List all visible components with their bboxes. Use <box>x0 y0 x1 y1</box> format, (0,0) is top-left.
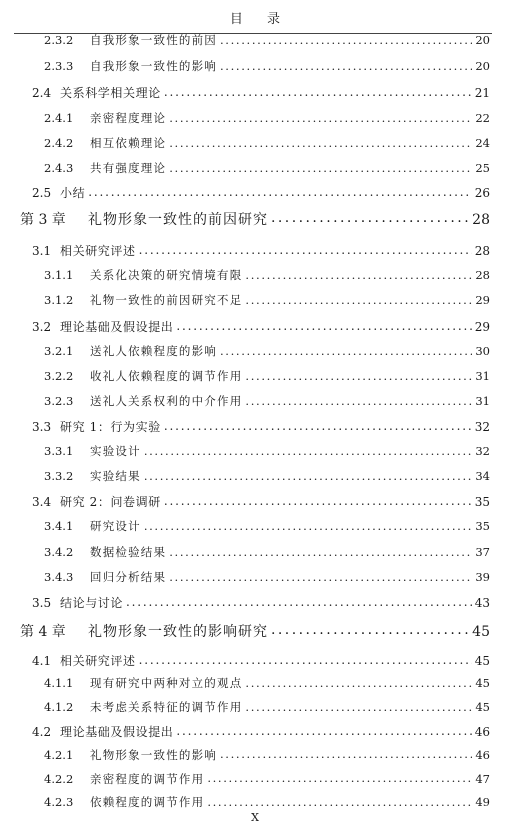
dot-leader <box>144 469 473 481</box>
toc-entry-page: 31 <box>475 369 490 383</box>
toc-entry-number: 3.4.2 <box>44 545 74 559</box>
toc-entry-page: 25 <box>475 161 490 175</box>
toc-entry-number: 4.1.1 <box>44 676 74 691</box>
toc-entry[interactable] <box>44 292 490 308</box>
toc-entry-title: 关系科学相关理论 <box>60 86 161 100</box>
dot-leader <box>207 795 472 807</box>
toc-entry-page: 26 <box>474 186 490 200</box>
toc-entry-title: 现有研究中两种对立的观点 <box>90 676 243 691</box>
toc-entry-title: 理论基础及假设提出 <box>60 725 174 739</box>
toc-entry-title: 研究设计 <box>90 519 141 533</box>
toc-entry-number: 3.4.3 <box>44 570 74 584</box>
toc-entry[interactable] <box>44 393 490 409</box>
toc-entry-page: 37 <box>475 545 490 559</box>
dot-leader <box>245 369 472 381</box>
toc-entry[interactable] <box>44 794 490 810</box>
toc-entry-page: 24 <box>475 136 490 150</box>
toc-entry-title: 自我形象一致性的影响 <box>90 59 217 73</box>
toc-entry-page: 28 <box>475 268 490 282</box>
toc-entry-page: 31 <box>475 394 490 408</box>
toc-entry-title: 实验设计 <box>90 444 141 458</box>
toc-entry-page: 20 <box>475 33 490 47</box>
page-number: X <box>251 811 259 824</box>
toc-entry[interactable] <box>44 58 490 74</box>
toc-entry-number: 2.4 <box>32 86 52 100</box>
toc-entry[interactable] <box>44 368 490 384</box>
toc-entry-page: 35 <box>475 519 490 533</box>
toc-entry-number: 2.4.3 <box>44 161 74 175</box>
toc-entry-page: 45 <box>475 700 490 715</box>
toc-entry-title: 理论基础及假设提出 <box>60 320 174 334</box>
toc-entry-page: 46 <box>474 725 490 739</box>
toc-entry-number: 2.3.3 <box>44 59 74 73</box>
toc-entry[interactable] <box>44 443 490 459</box>
toc-entry-number: 4.2 <box>32 725 52 739</box>
toc-entry-number: 3.3.2 <box>44 469 74 483</box>
toc-entry-title: 实验结果 <box>90 469 141 483</box>
toc-entry-number: 第 3 章 <box>20 212 66 228</box>
toc-entry-number: 3.4 <box>32 495 52 509</box>
toc-entry-title: 小结 <box>60 186 86 200</box>
toc-entry[interactable] <box>44 267 490 283</box>
toc-entry[interactable] <box>32 242 490 259</box>
toc-entry-title: 研究 2：问卷调研 <box>60 495 161 509</box>
dot-leader <box>176 319 471 331</box>
toc-entry[interactable] <box>44 544 490 560</box>
toc-entry-number: 3.2.1 <box>44 344 74 358</box>
dot-leader <box>271 210 469 224</box>
toc-entry-page: 21 <box>474 86 490 100</box>
toc-entry-title: 礼物形象一致性的前因研究 <box>88 212 268 228</box>
toc-entry-page: 45 <box>475 676 490 691</box>
toc-entry[interactable] <box>32 318 490 335</box>
dot-leader <box>245 268 472 280</box>
toc-entry-title: 回归分析结果 <box>90 570 167 584</box>
toc-entry[interactable] <box>44 569 490 585</box>
toc-entry-number: 3.2 <box>32 320 52 334</box>
toc-entry-title: 自我形象一致性的前因 <box>90 33 217 47</box>
toc-entry-number: 3.1 <box>32 244 52 258</box>
toc-entry[interactable] <box>44 343 490 359</box>
toc-entry-title: 礼物形象一致性的影响研究 <box>88 623 268 640</box>
toc-entry[interactable] <box>44 699 490 715</box>
toc-entry-number: 3.2.3 <box>44 394 74 408</box>
toc-entry-page: 45 <box>472 623 490 640</box>
toc-entry-title: 数据检验结果 <box>90 545 167 559</box>
toc-entry[interactable] <box>32 184 490 201</box>
toc-entry-page: 29 <box>475 293 490 307</box>
toc-entry-title: 亲密程度理论 <box>90 111 167 125</box>
toc-entry-number: 2.4.2 <box>44 136 74 150</box>
toc-entry-number: 4.1 <box>32 653 52 668</box>
toc-entry-number: 2.4.1 <box>44 111 74 125</box>
toc-entry[interactable] <box>44 110 490 126</box>
toc-entry-page: 35 <box>474 495 490 509</box>
toc-entry-title: 共有强度理论 <box>90 161 167 175</box>
toc-entry-page: 32 <box>474 420 490 434</box>
toc-entry-number: 4.1.2 <box>44 700 74 715</box>
toc-entry[interactable] <box>32 418 490 435</box>
toc-entry-title: 依赖程度的调节作用 <box>90 795 205 810</box>
dot-leader <box>220 344 472 356</box>
dot-leader <box>164 494 472 506</box>
toc-entry-page: 20 <box>475 59 490 73</box>
dot-leader <box>164 85 472 97</box>
toc-entry-number: 3.4.1 <box>44 519 74 533</box>
toc-entry-page: 29 <box>474 320 490 334</box>
toc-entry-title: 收礼人依赖程度的调节作用 <box>90 369 243 383</box>
dot-leader <box>207 771 472 783</box>
toc-entry[interactable] <box>44 32 490 48</box>
toc-entry-number: 3.3 <box>32 420 52 434</box>
toc-entry-number: 4.2.3 <box>44 795 74 810</box>
toc-entry-title: 相关研究评述 <box>60 653 136 668</box>
toc-entry[interactable] <box>44 518 490 534</box>
dot-leader <box>271 622 469 636</box>
toc-entry-page: 22 <box>475 111 490 125</box>
toc-entry-title: 相关研究评述 <box>60 244 136 258</box>
dot-leader <box>139 243 472 255</box>
toc-entry-title: 未考虑关系特征的调节作用 <box>90 700 243 715</box>
dot-leader <box>245 293 472 305</box>
dot-leader <box>169 136 472 148</box>
page-title: 目 录 <box>229 12 291 27</box>
toc-entry[interactable] <box>32 594 490 611</box>
toc-entry[interactable] <box>44 160 490 176</box>
dot-leader <box>245 394 472 406</box>
toc-entry-number: 2.5 <box>32 186 52 200</box>
toc-entry-title: 相互依赖理论 <box>90 136 167 150</box>
toc-entry-title: 关系化决策的研究情境有限 <box>90 268 243 282</box>
toc-entry[interactable] <box>32 723 490 740</box>
toc-entry-page: 46 <box>475 747 490 762</box>
toc-entry[interactable] <box>32 84 490 101</box>
toc-entry-page: 47 <box>475 771 490 786</box>
toc-entry-number: 3.1.1 <box>44 268 74 282</box>
dot-leader <box>144 519 473 531</box>
toc-entry-page: 43 <box>474 596 490 610</box>
toc-entry-number: 3.3.1 <box>44 444 74 458</box>
dot-leader <box>169 545 472 557</box>
toc-entry-page: 34 <box>475 469 490 483</box>
toc-entry[interactable] <box>44 135 490 151</box>
toc-entry-page: 28 <box>472 212 490 228</box>
toc-entry-page: 28 <box>474 244 490 258</box>
toc-entry[interactable] <box>44 468 490 484</box>
toc-entry[interactable] <box>44 747 490 763</box>
dot-leader <box>88 185 472 197</box>
toc-entry[interactable] <box>20 621 490 641</box>
toc-entry-title: 结论与讨论 <box>60 596 124 610</box>
toc-entry-title: 送礼人依赖程度的影响 <box>90 344 217 358</box>
dot-leader <box>220 33 472 45</box>
dot-leader <box>245 700 472 712</box>
toc-entry[interactable] <box>32 652 490 669</box>
toc-entry-page: 39 <box>475 570 490 584</box>
toc-entry-page: 49 <box>475 795 490 810</box>
toc-entry-number: 3.1.2 <box>44 293 74 307</box>
toc-entry-number: 第 4 章 <box>20 623 66 640</box>
toc-entry-title: 研究 1：行为实验 <box>60 420 161 434</box>
toc-entry-number: 4.2.1 <box>44 747 74 762</box>
dot-leader <box>169 161 472 173</box>
dot-leader <box>220 59 472 71</box>
toc-entry[interactable] <box>20 209 490 229</box>
dot-leader <box>245 676 472 688</box>
dot-leader <box>164 419 472 431</box>
dot-leader <box>139 653 472 665</box>
toc-entry[interactable] <box>44 675 490 691</box>
dot-leader <box>126 595 472 607</box>
toc-entry-number: 2.3.2 <box>44 33 74 47</box>
toc-entry[interactable] <box>44 771 490 787</box>
dot-leader <box>144 444 473 456</box>
toc-entry-number: 3.5 <box>32 596 52 610</box>
toc-entry-title: 送礼人关系权利的中介作用 <box>90 394 243 408</box>
dot-leader <box>220 747 472 759</box>
toc-entry-number: 4.2.2 <box>44 771 74 786</box>
toc-entry-title: 礼物形象一致性的影响 <box>90 747 217 762</box>
toc-entry-title: 礼物一致性的前因研究不足 <box>90 293 243 307</box>
toc-entry[interactable] <box>32 493 490 510</box>
toc-entry-page: 30 <box>475 344 490 358</box>
toc-entry-number: 3.2.2 <box>44 369 74 383</box>
toc-entry-page: 32 <box>475 444 490 458</box>
dot-leader <box>169 570 472 582</box>
toc-entry-page: 45 <box>474 653 490 668</box>
dot-leader <box>169 111 472 123</box>
dot-leader <box>176 724 471 736</box>
toc-entry-title: 亲密程度的调节作用 <box>90 771 205 786</box>
